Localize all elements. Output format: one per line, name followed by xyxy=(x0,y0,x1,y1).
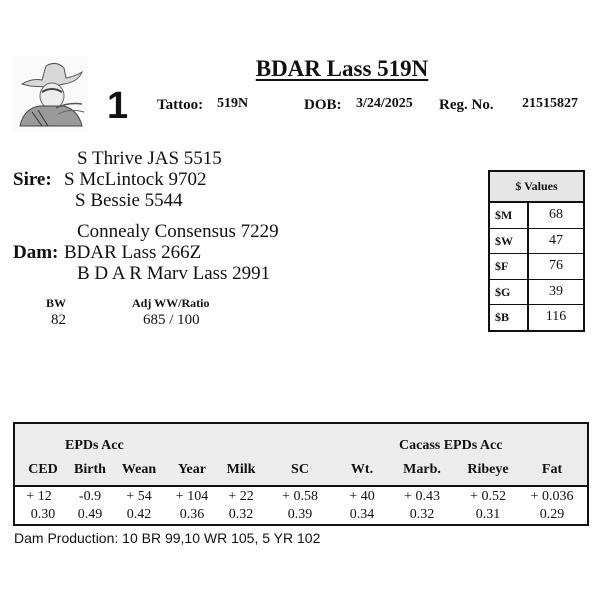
lot-number: 1 xyxy=(107,85,129,127)
epd-col-fat: Fat xyxy=(541,462,563,477)
epd-col-sc: SC xyxy=(291,462,309,477)
epd-group-label: EPDs Acc xyxy=(65,438,124,453)
dob-value: 3/24/2025 xyxy=(356,96,413,111)
dollar-value-row xyxy=(490,304,583,330)
dollar-value-number: 76 xyxy=(549,258,563,274)
epd-accuracy: 0.49 xyxy=(77,507,103,522)
sire-name: S McLintock 9702 xyxy=(64,169,207,190)
dollar-value-number: 116 xyxy=(545,309,567,325)
epd-value: + 0.52 xyxy=(470,489,506,504)
epd-col-milk: Milk xyxy=(226,462,256,477)
epd-value: + 12 xyxy=(26,489,52,504)
epd-col-ribeye: Ribeye xyxy=(467,462,509,477)
adj-ww-ratio-value: 685 / 100 xyxy=(143,312,200,328)
epd-value: + 54 xyxy=(126,489,152,504)
epd-accuracy: 0.42 xyxy=(126,507,152,522)
cowboy-sketch-logo-icon xyxy=(12,56,88,132)
dollar-values-header: $ Values xyxy=(490,172,583,203)
epd-value: + 0.58 xyxy=(282,489,318,504)
epd-value: + 22 xyxy=(228,489,254,504)
dollar-value-row xyxy=(490,203,583,228)
tattoo-value: 519N xyxy=(217,96,249,111)
epd-col-year: Year xyxy=(178,462,206,477)
epd-value: + 0.43 xyxy=(404,489,440,504)
epd-accuracy: 0.30 xyxy=(30,507,56,522)
epd-value: + 0.036 xyxy=(530,489,574,504)
epd-accuracy: 0.29 xyxy=(539,507,565,522)
epd-value: -0.9 xyxy=(78,489,102,504)
reg-no-value: 21515827 xyxy=(522,96,578,111)
epd-accuracy: 0.32 xyxy=(409,507,435,522)
epd-col-marb: Marb. xyxy=(403,462,441,477)
epd-value: + 104 xyxy=(175,489,209,504)
bw-value: 82 xyxy=(51,312,66,328)
dam-production-text: Dam Production: 10 BR 99,10 WR 105, 5 YR 102 xyxy=(14,530,321,546)
dollar-value-label: $B xyxy=(490,305,529,330)
dob-label: DOB: xyxy=(304,97,342,113)
dollar-value-label: $F xyxy=(490,254,529,279)
carcass-epd-group-label: Cacass EPDs Acc xyxy=(399,438,503,453)
epd-accuracy: 0.32 xyxy=(228,507,254,522)
epd-col-birth: Birth xyxy=(74,462,106,477)
epd-col-ced: CED xyxy=(28,462,58,477)
dollar-value-label: $W xyxy=(490,229,529,254)
dollar-value-label: $M xyxy=(490,203,529,228)
dollar-value-label: $G xyxy=(490,280,529,305)
animal-name-title: BDAR Lass 519N xyxy=(255,56,429,81)
sire-label: Sire: xyxy=(13,169,52,190)
dam-sire: Connealy Consensus 7229 xyxy=(77,221,279,242)
epd-col-wean: Wean xyxy=(121,462,157,477)
reg-no-label: Reg. No. xyxy=(439,97,494,113)
dam-label: Dam: xyxy=(13,242,59,263)
epd-accuracy: 0.31 xyxy=(475,507,501,522)
epd-col-wt: Wt. xyxy=(350,462,374,477)
dam-dam: B D A R Marv Lass 2991 xyxy=(77,263,271,284)
dollar-value-row xyxy=(490,228,583,254)
epd-accuracy: 0.34 xyxy=(349,507,375,522)
dollar-value-row xyxy=(490,253,583,279)
sire-sire: S Thrive JAS 5515 xyxy=(77,148,222,169)
epd-accuracy: 0.39 xyxy=(287,507,313,522)
tattoo-label: Tattoo: xyxy=(157,97,204,113)
bw-label: BW xyxy=(46,296,67,310)
sire-dam: S Bessie 5544 xyxy=(75,190,183,211)
dollar-value-row xyxy=(490,279,583,305)
epd-value: + 40 xyxy=(349,489,375,504)
dollar-value-number: 47 xyxy=(549,232,563,248)
epd-table xyxy=(13,422,589,526)
dollar-value-number: 39 xyxy=(549,283,563,299)
dollar-value-number: 68 xyxy=(549,207,563,222)
dollar-values-table xyxy=(488,170,585,332)
adj-ww-ratio-label: Adj WW/Ratio xyxy=(132,296,210,310)
epd-accuracy: 0.36 xyxy=(179,507,205,522)
dam-name: BDAR Lass 266Z xyxy=(64,242,202,263)
